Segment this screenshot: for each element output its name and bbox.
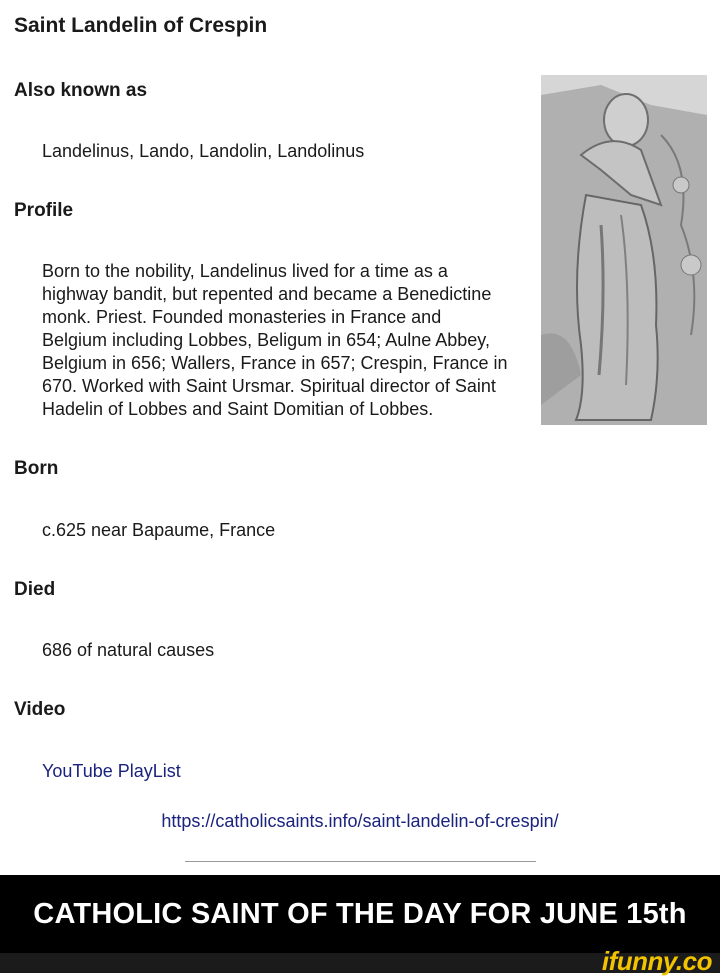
profile-line: Belgium including Lobbes, Beligum in 654; Aulne Abbey, (42, 330, 490, 350)
heading-video: Video (14, 699, 66, 720)
heading-also-known-as: Also known as (14, 80, 148, 101)
died-text: 686 of natural causes (42, 640, 215, 660)
youtube-playlist-link[interactable]: YouTube PlayList (42, 761, 181, 781)
profile-text (42, 260, 537, 421)
heading-born: Born (14, 458, 59, 479)
profile-line: highway bandit, but repented and became a Benedictine (42, 284, 492, 304)
also-known-as-text: Landelinus, Lando, Landolin, Landolinus (42, 141, 365, 161)
profile-line: Born to the nobility, Landelinus lived for a time as a (42, 261, 448, 281)
profile-line: Hadelin of Lobbes and Saint Domitian of Lobbes. (42, 399, 434, 419)
heading-profile: Profile (14, 200, 74, 221)
profile-line: 670. Worked with Saint Ursmar. Spiritual director of Saint (42, 376, 496, 396)
born-text: c.625 near Bapaume, France (42, 520, 276, 540)
profile-line: monk. Priest. Founded monasteries in France and (42, 307, 442, 327)
saint-statue-image (541, 75, 707, 425)
ifunny-watermark-logo: ifunny.co (601, 946, 712, 976)
page-title: Saint Landelin of Crespin (14, 14, 268, 37)
statue-relief-graphic (541, 75, 707, 425)
caption-banner-text: CATHOLIC SAINT OF THE DAY FOR JUNE 15th (33, 897, 687, 930)
source-url-link[interactable]: https://catholicsaints.info/saint-landelin-of-crespin/ (161, 811, 559, 831)
heading-died: Died (14, 579, 56, 600)
profile-line: Belgium in 656; Wallers, France in 657; Crespin, France in (42, 353, 508, 373)
caption-banner (0, 875, 720, 953)
divider (185, 861, 536, 862)
